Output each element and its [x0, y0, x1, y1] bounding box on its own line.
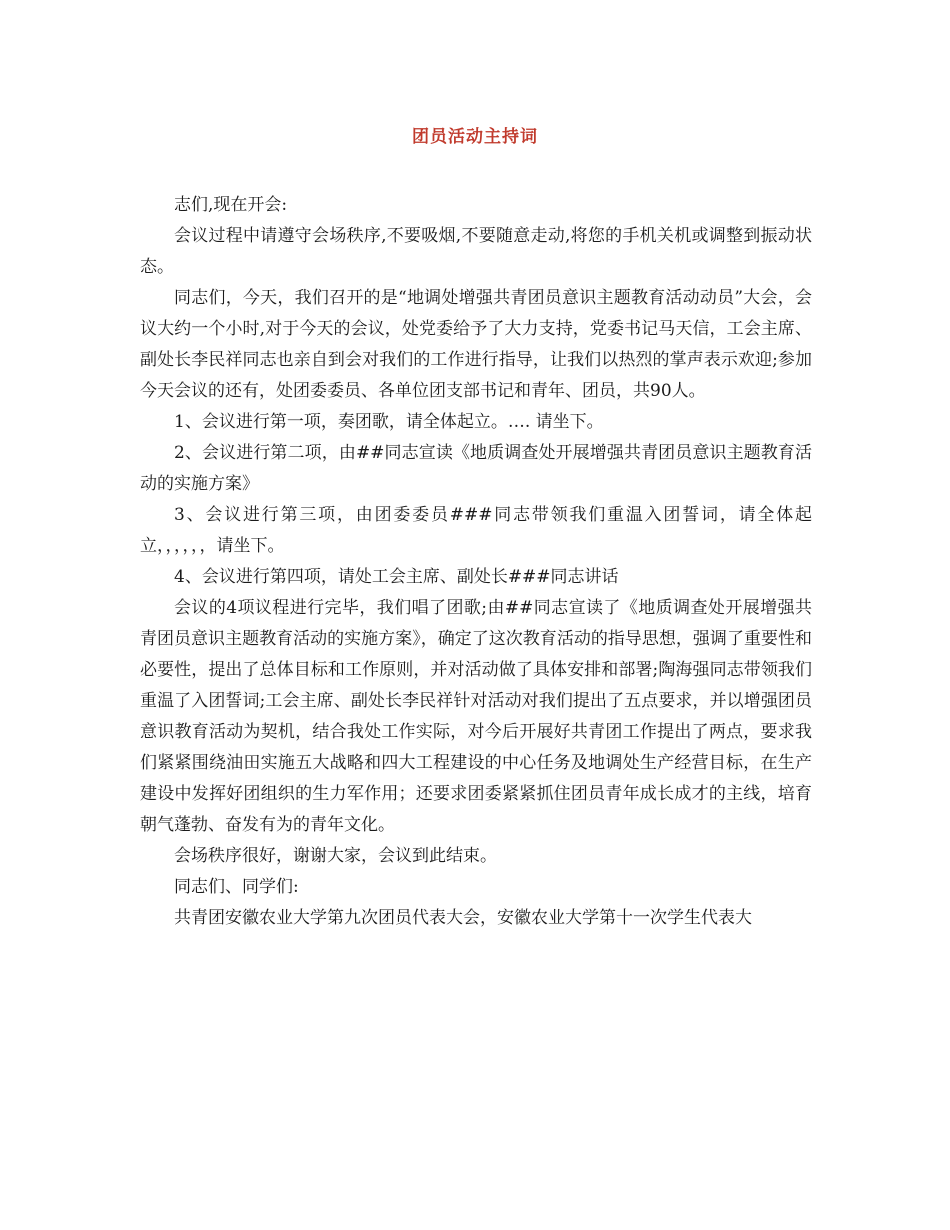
paragraph-continuation: 共青团安徽农业大学第九次团员代表大会，安徽农业大学第十一次学生代表大: [174, 908, 752, 928]
document-body: [140, 190, 812, 934]
paragraph-agenda-4: 4、会议进行第四项，请处工会主席、副处长###同志讲话: [174, 567, 619, 587]
paragraph-agenda-3: 3、会议进行第三项，由团委委员###同志带领我们重温入团誓词，请全体起立，，，，，，请坐下。: [140, 505, 812, 556]
document-title: 团员活动主持词: [412, 127, 538, 147]
paragraph-agenda-2: 2、会议进行第二项，由##同志宣读《地质调查处开展增强共青团员意识主题教育活动的实施方案》: [140, 443, 812, 494]
paragraph-introduction: 同志们，今天，我们召开的是“地调处增强共青团员意识主题教育活动动员”大会，会议大约一个小时,对于今天的会议，处党委给予了大力支持，党委书记马天信，工会主席、副处长李民祥同志也亲自到会对我们的工作进行指导，让我们以热烈的掌声表示欢迎;参加今天会议的还有，处团委委员、各单位团支部书记和青年、团员，共90人。: [140, 288, 812, 401]
paragraph-agenda-1: 1、会议进行第一项，奏团歌，请全体起立。…. 请坐下。: [174, 412, 604, 432]
paragraph-opening: 志们,现在开会:: [174, 195, 288, 215]
paragraph-summary: 会议的4项议程进行完毕，我们唱了团歌;由##同志宣读了《地质调查处开展增强共青团员意识主题教育活动的实施方案》，确定了这次教育活动的指导思想，强调了重要性和必要性，提出了总体目标和工作原则，并对活动做了具体安排和部署;陶海强同志带领我们重温了入团誓词;工会主席、副处长李民祥针对活动对我们提出了五点要求，并以增强团员意识教育活动为契机，结合我处工作实际，对今后开展好共青团工作提出了两点，要求我们紧紧围绕油田实施五大战略和四大工程建设的中心任务及地调处生产经营目标，在生产建设中发挥好团组织的生力军作用；还要求团委紧紧抓住团员青年成长成才的主线，培育朝气蓬勃、奋发有为的青年文化。: [140, 598, 812, 835]
paragraph-closing: 会场秩序很好，谢谢大家，会议到此结束。: [174, 846, 497, 866]
paragraph-rules: 会议过程中请遵守会场秩序,不要吸烟,不要随意走动,将您的手机关机或调整到振动状态。: [140, 226, 812, 277]
paragraph-greeting: 同志们、同学们:: [174, 877, 299, 897]
